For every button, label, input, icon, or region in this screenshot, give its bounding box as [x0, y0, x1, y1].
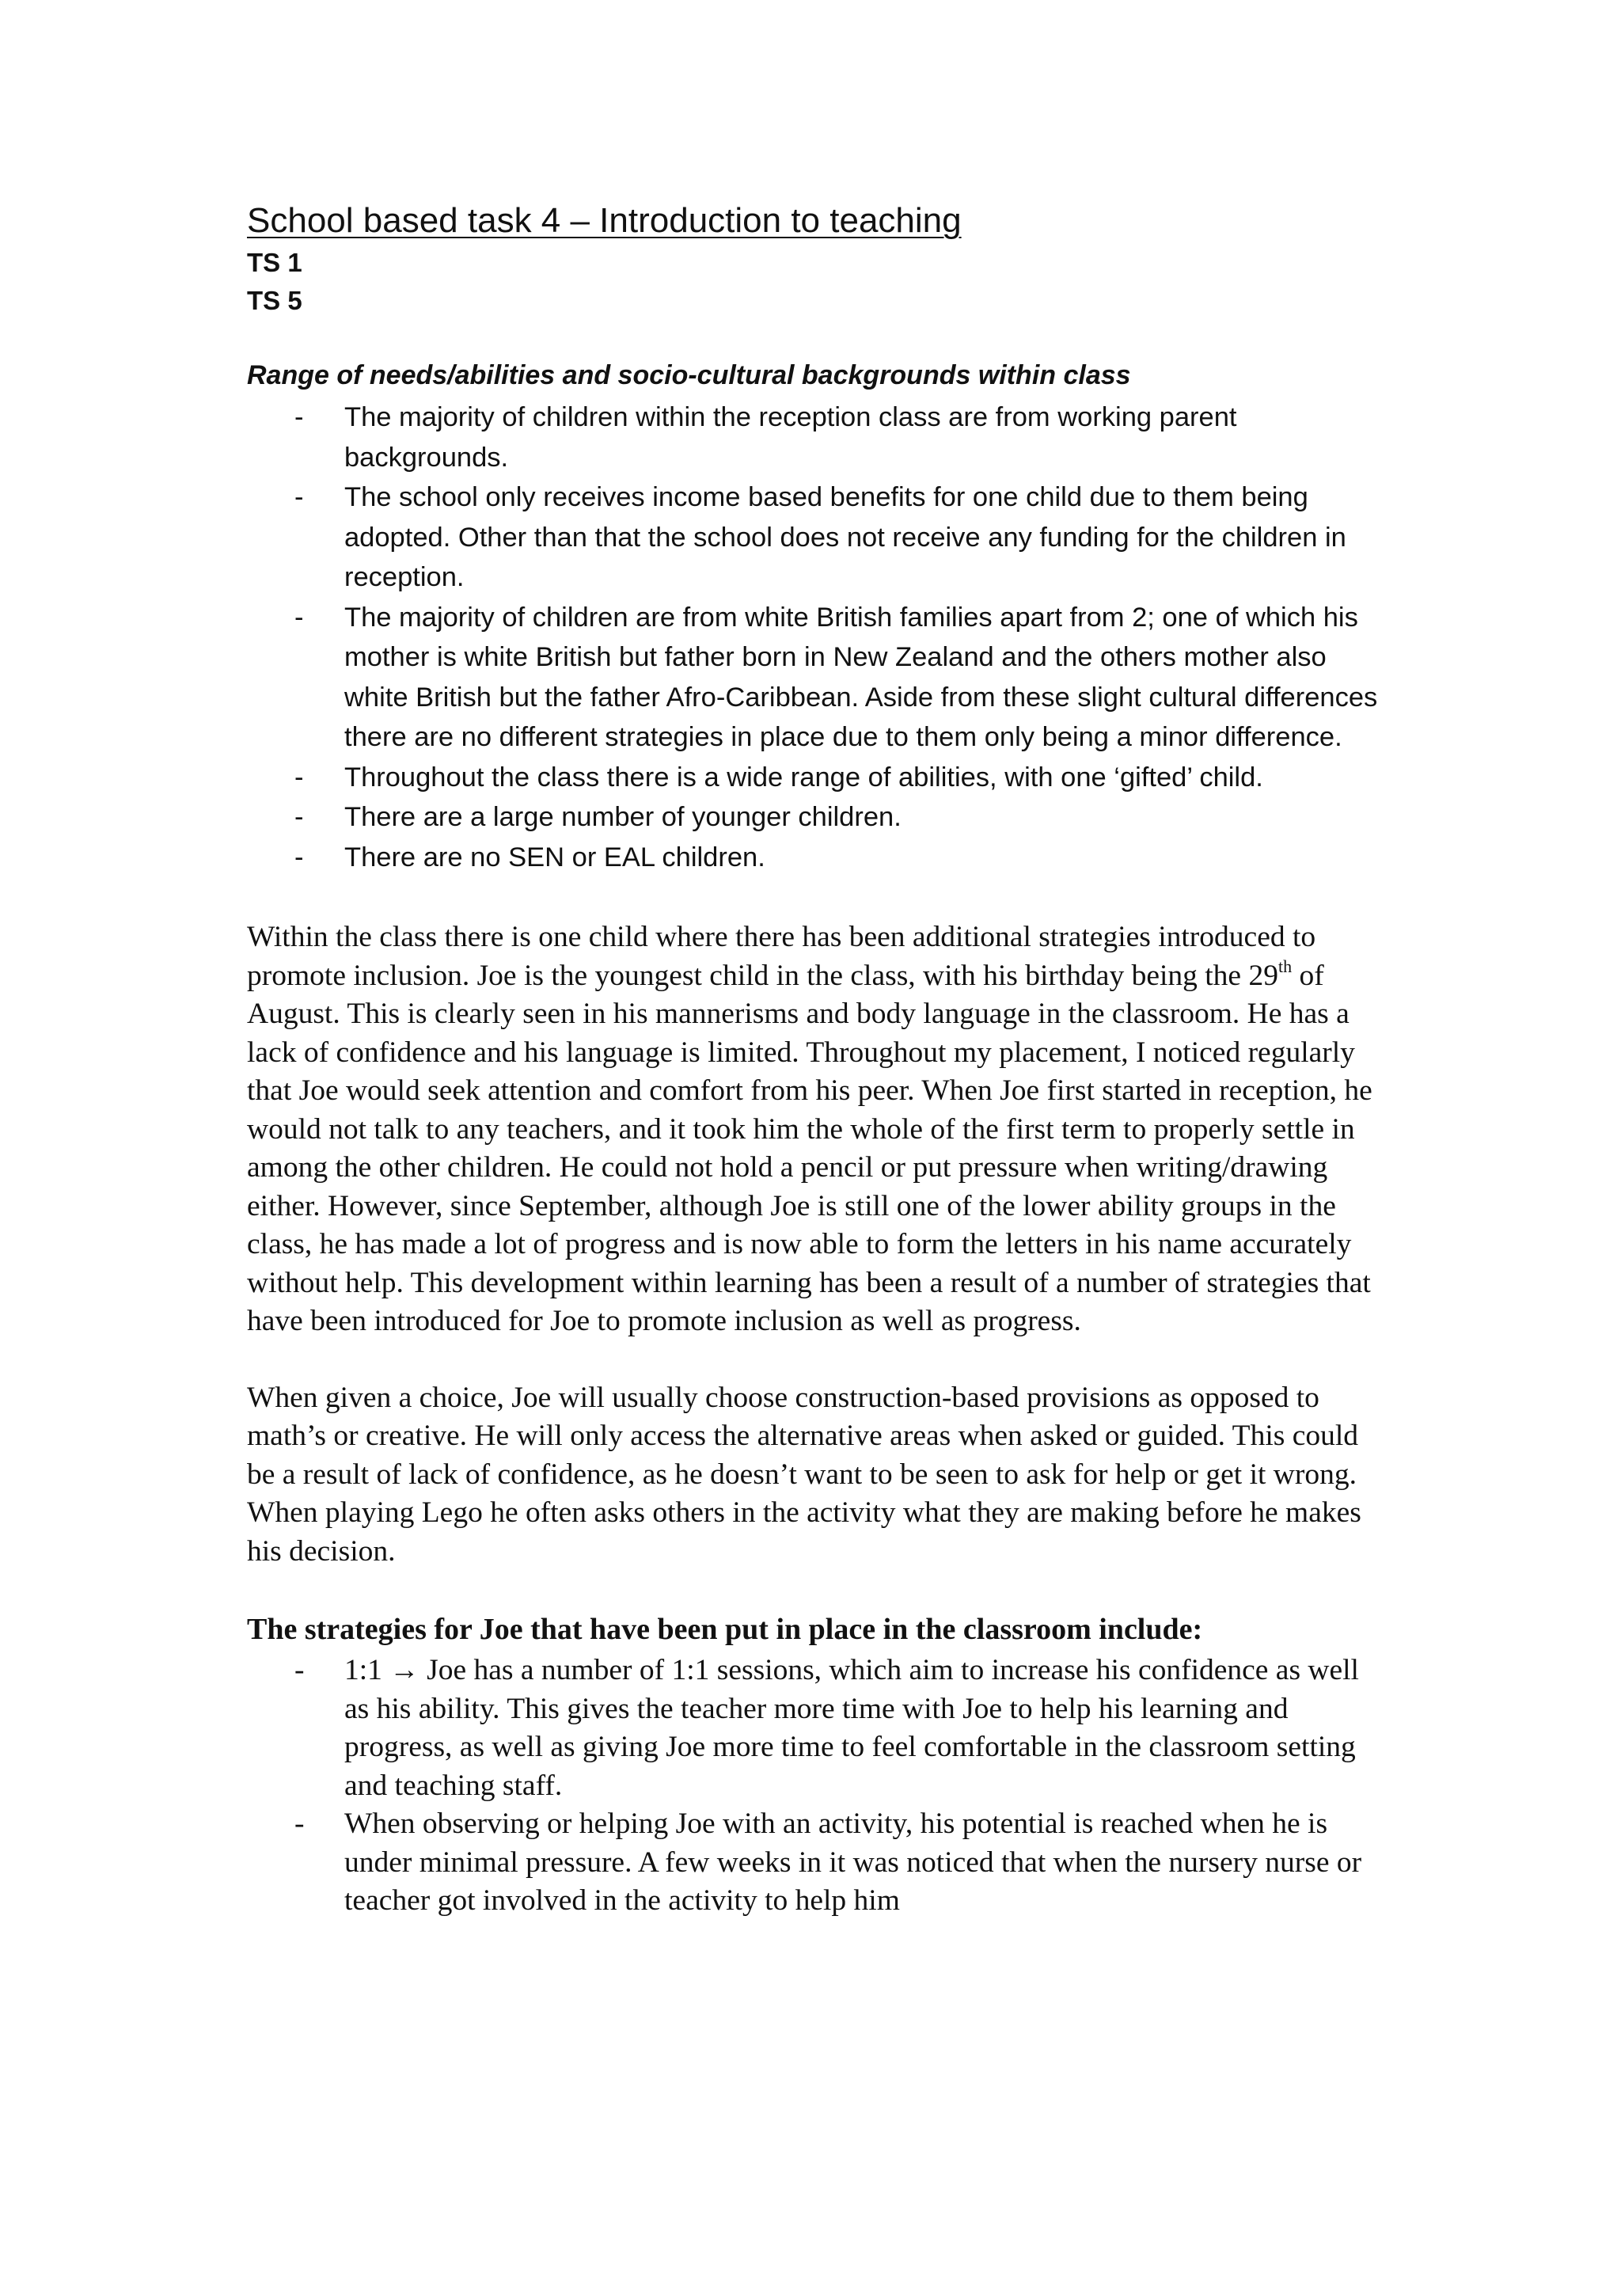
dash-bullet: - [294, 402, 304, 432]
paragraph-joe-introduction [247, 918, 1387, 1341]
paragraph-joe-choices: When given a choice, Joe will usually choose construction-based provisions as opposed to math’s or creative. He will only access the alternative areas when asked or guided. This could be a result of lack of confidence, as he doesn’t want to be seen to ask for help or get it wrong. When playing Lego he often asks others in the activity what they are making before he makes his decision. [247, 1381, 1361, 1568]
list-item-text: 1:1 → Joe has a number of 1:1 sessions, which aim to increase his confidence as well as his ability. This gives the teacher more time with Joe to help his learning and progress, as well as giving Joe more time to feel comfortable in the classroom setting and teaching staff. [344, 1654, 1359, 1802]
document-page [247, 198, 1387, 1921]
list-item [247, 477, 1387, 598]
list-item-text: The majority of children within the reception class are from working parent backgrounds. [344, 402, 1237, 473]
list-item [247, 598, 1387, 758]
paragraph-text-before-superscript: Within the class there is one child where there has been additional strategies introduced to promote inclusion. Joe is the youngest child in the class, with his birthday being the 29 [247, 921, 1316, 992]
needs-section-heading: Range of needs/abilities and socio-cultural backgrounds within class [247, 360, 1131, 390]
list-item [247, 397, 1387, 477]
dash-bullet: - [294, 802, 304, 832]
dash-bullet: - [294, 602, 304, 633]
list-item-text: The school only receives income based benefits for one child due to them being adopted. Other than that the school does not receive any funding for the children in reception. [344, 482, 1346, 592]
paragraph-text-after-superscript: of August. This is clearly seen in his mannerisms and body language in the classroom. He has a lack of confidence and his language is limited. Throughout my placement, I noticed regularly that Joe would seek attention and comfort from his peer. When Joe first started in reception, he would not talk to any teachers, and it took him the whole of the first term to properly settle in among the other children. He could not hold a pencil or put pressure when writing/drawing either. However, since September, although Joe is still one of the lower ability groups in the class, he has made a lot of progress and is now able to form the letters in his name accurately without help. This development within learning has been a result of a number of strategies that have been introduced for Joe to promote inclusion as well as progress. [247, 959, 1372, 1337]
strategies-list [247, 1652, 1387, 1921]
dash-bullet: - [294, 1654, 305, 1686]
list-item-text: There are no SEN or EAL children. [344, 842, 765, 872]
dash-bullet: - [294, 482, 304, 512]
list-item-text: The majority of children are from white British families apart from 2; one of which his mother is white British but father born in New Zealand and the others mother also white British but the father Afro-Caribbean. Aside from these slight cultural differences there are no different strategies in place due to them only being a minor difference. [344, 602, 1378, 752]
dash-bullet: - [294, 762, 304, 793]
dash-bullet: - [294, 1808, 305, 1840]
list-item [247, 838, 1387, 878]
list-item [247, 797, 1387, 838]
list-item-text: There are a large number of younger children. [344, 802, 902, 832]
list-item [247, 1805, 1387, 1921]
list-item [247, 758, 1387, 798]
teaching-standard-1: TS 1 [247, 248, 302, 277]
dash-bullet: - [294, 842, 304, 872]
document-title: School based task 4 – Introduction to teaching [247, 201, 962, 240]
list-item [247, 1652, 1387, 1805]
needs-list [247, 397, 1387, 877]
teaching-standard-5: TS 5 [247, 286, 302, 315]
list-item-text: Throughout the class there is a wide range of abilities, with one ‘gifted’ child. [344, 762, 1263, 793]
strategies-heading: The strategies for Joe that have been put in place in the classroom include: [247, 1613, 1203, 1646]
ordinal-superscript: th [1277, 956, 1293, 976]
list-item-text: When observing or helping Joe with an activity, his potential is reached when he is under minimal pressure. A few weeks in it was noticed that when the nursery nurse or teacher got involved in the activity to help him [344, 1808, 1362, 1917]
